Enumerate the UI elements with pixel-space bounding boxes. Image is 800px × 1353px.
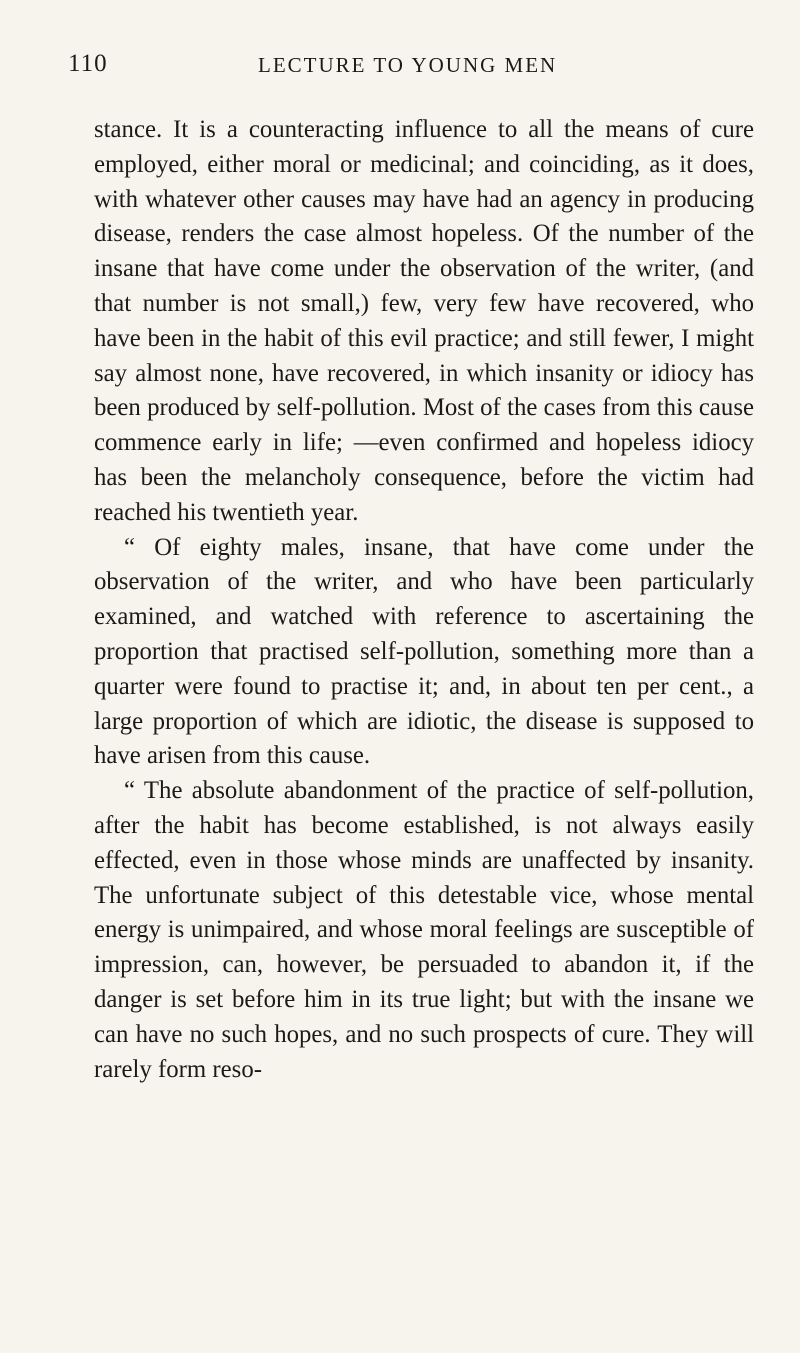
body-text [94,113,754,1087]
paragraph-abandonment: “ The absolute abandonment of the practice of self-pollution, after the habit has become established, is not always easily effected, even in those whose minds are unaffected by insanity. The unfortunate subject of this detestable vice, whose mental energy is unimpaired, and whose moral feelings are susceptible of impression, can, however, be persuaded to abandon it, if the danger is set before him in its true light; but with the insane we can have no such hopes, and no such prospects of cure. They will rarely form reso- [94,777,754,1083]
page-number: 110 [68,50,108,77]
running-title: LECTURE TO YOUNG MEN [258,53,558,77]
paragraph-eighty-males: “ Of eighty males, insane, that have come under the observation of the writer, and who have been particularly examined, and watched with reference to ascertaining the proportion that practised self-pollution, something more than a quarter were found to practise it; and, in about ten per cent., a large proportion of which are idiotic, the disease is supposed to have arisen from this cause. [94,533,754,770]
paragraph-continuation: stance. It is a counteracting influence to all the means of cure employed, either moral or medicinal; and coinciding, as it does, with whatever other causes may have had an agency in producing disease, renders the case almost hopeless. Of the number of the insane that have come under the observation of the writer, (and that number is not small,) few, very few have recovered, who have been in the habit of this evil practice; and still fewer, I might say almost none, have recovered, in which insanity or idiocy has been produced by self-pollution. Most of the cases from this cause commence early in life; —even confirmed and hopeless idiocy has been the melancholy consequence, before the victim had reached his twentieth year. [94,116,754,526]
running-head [68,50,752,90]
